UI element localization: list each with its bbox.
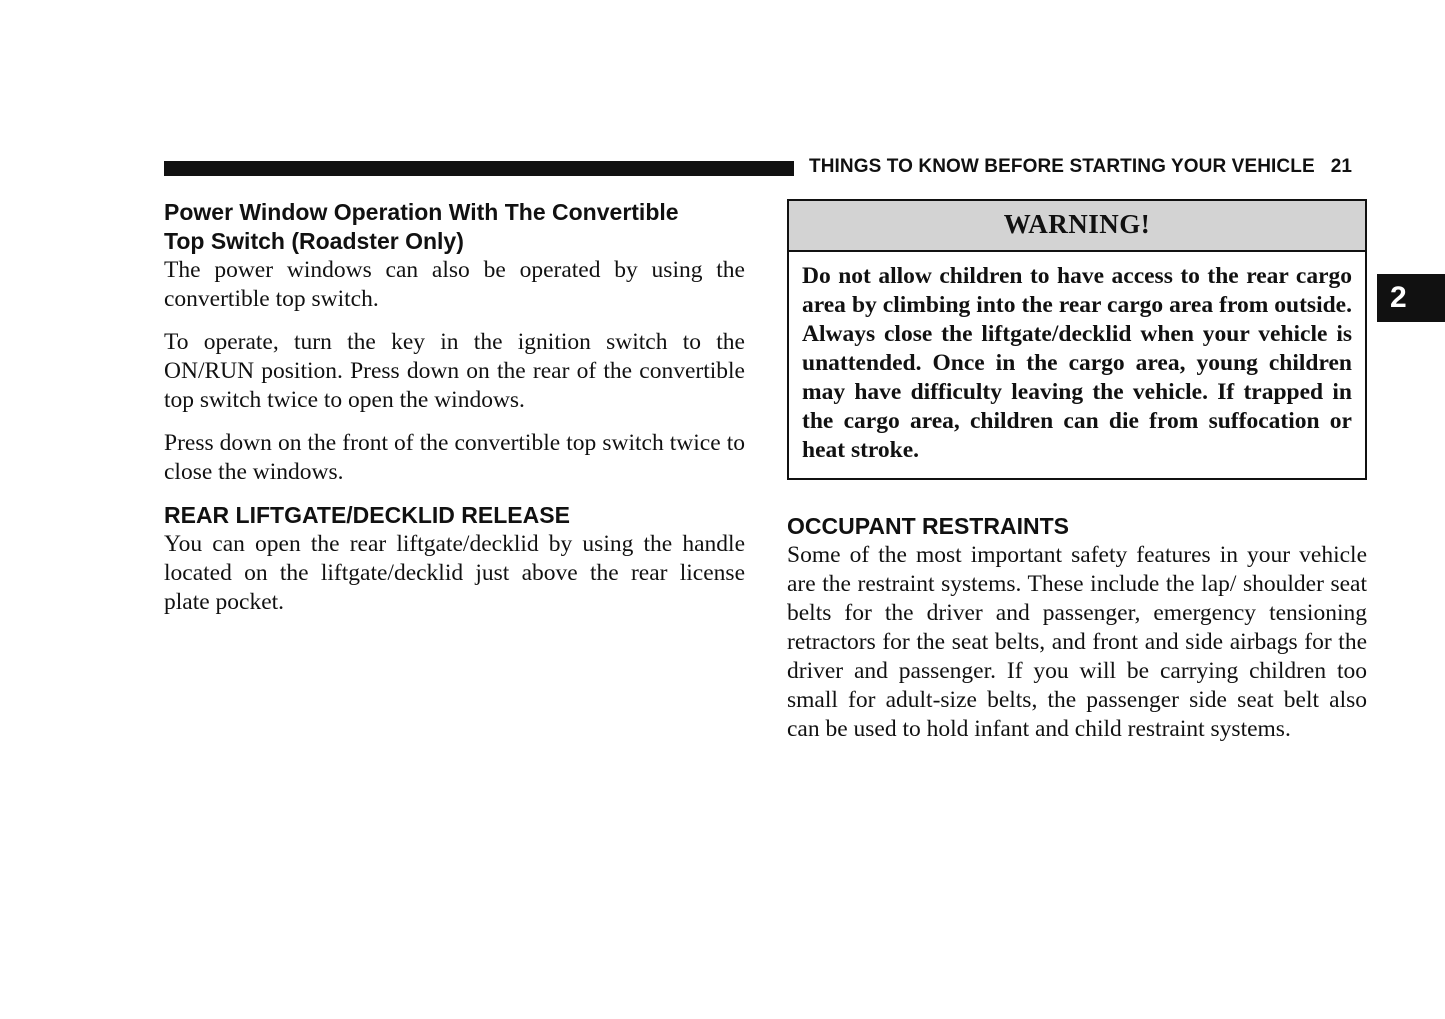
liftgate-heading: REAR LIFTGATE/DECKLID RELEASE bbox=[164, 502, 570, 528]
power-window-para-1: The power windows can also be operated by using the convertible top switch. bbox=[164, 257, 745, 312]
power-window-heading-line2: Top Switch (Roadster Only) bbox=[164, 228, 464, 254]
liftgate-para: You can open the rear liftgate/decklid by using the handle located on the liftgate/decklid just above the rear license plate pocket. bbox=[164, 531, 745, 615]
left-column bbox=[164, 198, 745, 631]
power-window-para-2: To operate, turn the key in the ignition switch to the ON/RUN position. Press down on the rear of the convertible top switch twice to open the windows. bbox=[164, 329, 745, 413]
warning-text: Do not allow children to have access to the rear cargo area by climbing into the rear cargo area from outside. Always close the liftgate/decklid when your vehicle is unattended. Once in the cargo area, young children may have difficulty leaving the vehicle. If trapped in the cargo area, children can die from suffocation or heat stroke. bbox=[802, 263, 1352, 463]
liftgate-section bbox=[164, 501, 745, 617]
power-window-para-3: Press down on the front of the convertible top switch twice to close the windows. bbox=[164, 430, 745, 485]
chapter-tab: 2 bbox=[1377, 274, 1445, 322]
occupant-restraints-heading: OCCUPANT RESTRAINTS bbox=[787, 513, 1069, 539]
header-rule-bar bbox=[164, 161, 794, 176]
page-number: 21 bbox=[1330, 156, 1353, 177]
occupant-restraints-para: Some of the most important safety features in your vehicle are the restraint systems. These include the lap/ shoulder seat belts for the driver and passenger, emergency tensioning retractors for the seat belts, and front and side airbags for the driver and passenger. If you will be carrying children too small for adult-size belts, the passenger side seat belt also can be used to hold infant and child restraint systems. bbox=[787, 542, 1367, 742]
warning-title: WARNING! bbox=[789, 201, 1365, 252]
running-header bbox=[809, 156, 1369, 178]
power-window-section bbox=[164, 198, 745, 487]
occupant-restraints-section bbox=[787, 512, 1367, 758]
power-window-heading-line1: Power Window Operation With The Convertible bbox=[164, 199, 679, 225]
warning-box bbox=[787, 199, 1367, 480]
power-window-heading bbox=[164, 198, 745, 256]
section-title: THINGS TO KNOW BEFORE STARTING YOUR VEHICLE bbox=[809, 156, 1315, 177]
